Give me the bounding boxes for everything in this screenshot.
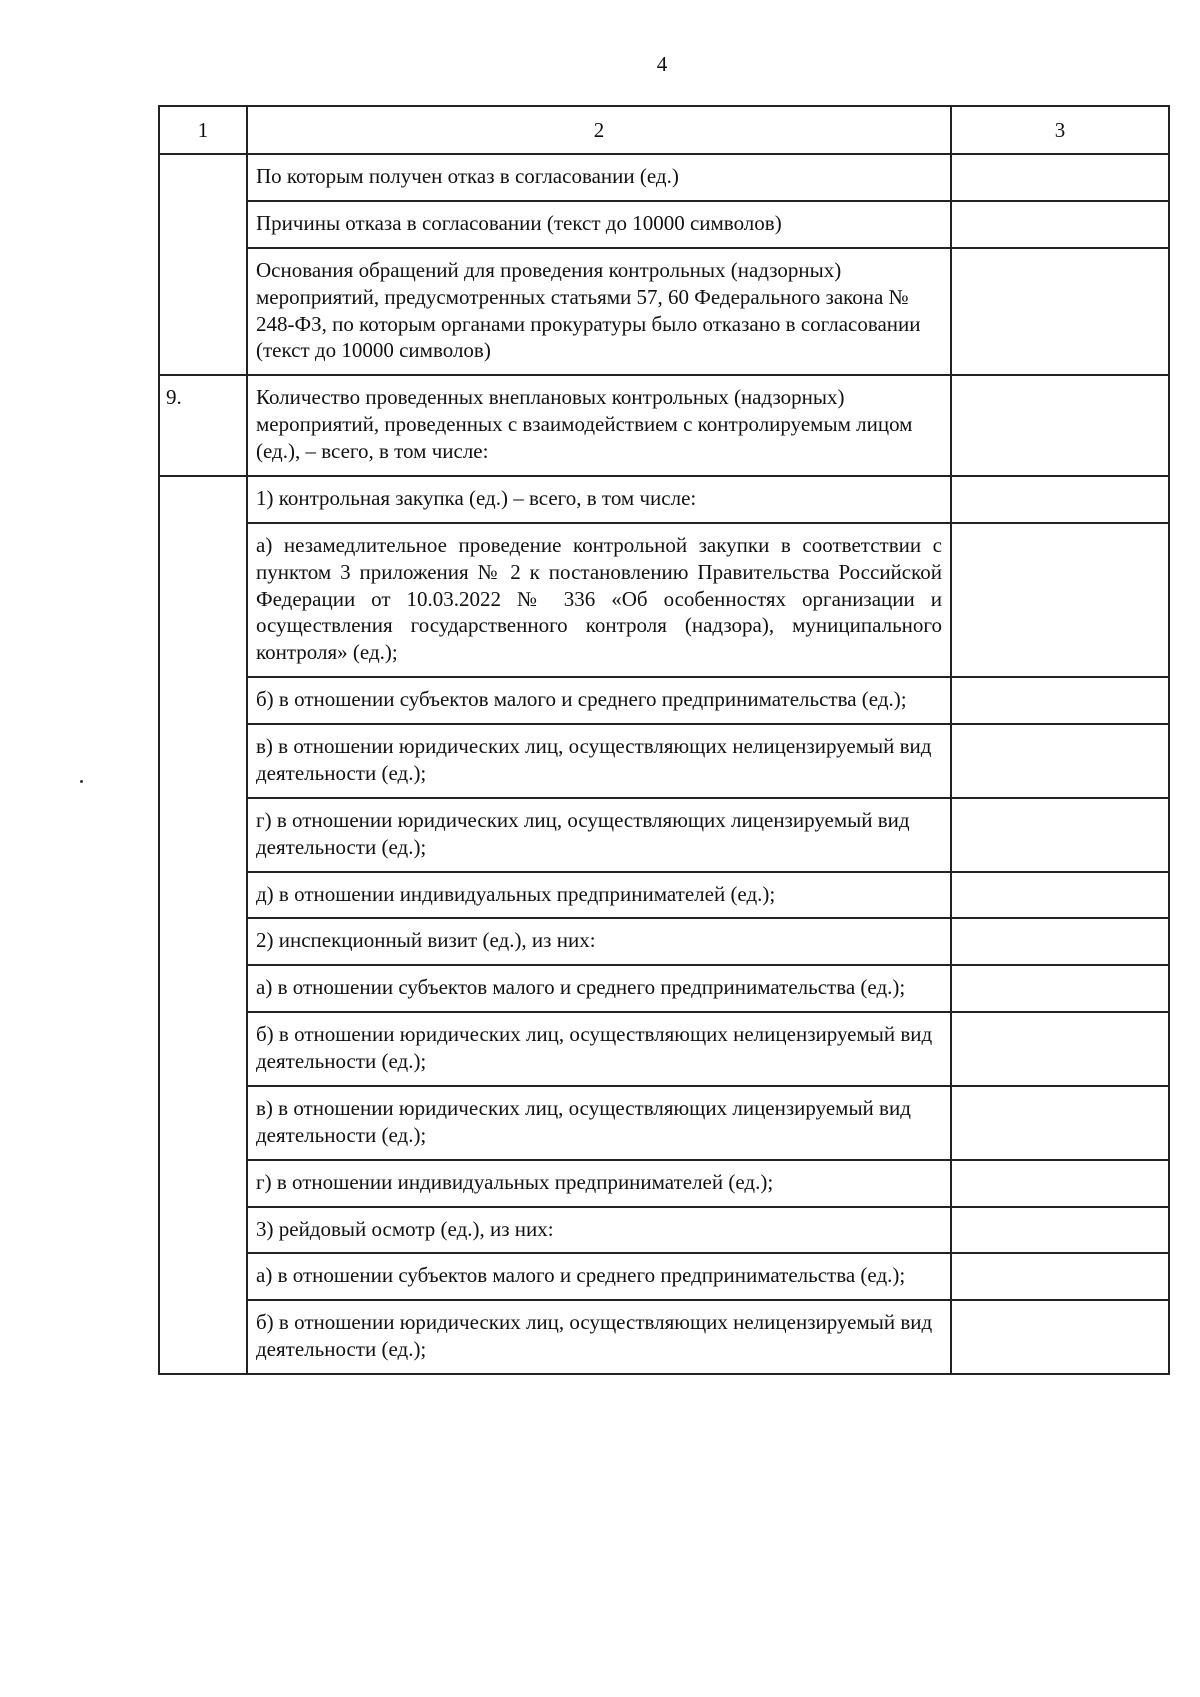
row-value <box>951 1300 1169 1374</box>
row-text: д) в отношении индивидуальных предпринимателей (ед.); <box>247 872 951 919</box>
report-form-table <box>158 105 1170 1375</box>
table-row <box>159 375 1169 476</box>
table-row <box>159 677 1169 724</box>
row-text: Количество проведенных внеплановых контрольных (надзорных) мероприятий, проведенных с взаимодействием с контролируемым лицом (ед.), – всего, в том числе: <box>247 375 951 476</box>
row-text: 3) рейдовый осмотр (ед.), из них: <box>247 1207 951 1254</box>
row-text: а) в отношении субъектов малого и среднего предпринимательства (ед.); <box>247 965 951 1012</box>
row-value <box>951 1086 1169 1160</box>
row-value <box>951 1253 1169 1300</box>
row-value <box>951 798 1169 872</box>
table-row <box>159 1160 1169 1207</box>
row-text: Причины отказа в согласовании (текст до 10000 символов) <box>247 201 951 248</box>
row-value <box>951 724 1169 798</box>
row-value <box>951 248 1169 376</box>
row-number <box>159 476 247 1374</box>
row-text: в) в отношении юридических лиц, осуществляющих нелицензируемый вид деятельности (ед.); <box>247 724 951 798</box>
header-col-1: 1 <box>159 106 247 154</box>
table-row <box>159 523 1169 677</box>
table-row <box>159 1012 1169 1086</box>
table-row <box>159 476 1169 523</box>
row-value <box>951 677 1169 724</box>
row-value <box>951 1012 1169 1086</box>
row-text: 2) инспекционный визит (ед.), из них: <box>247 918 951 965</box>
row-text: б) в отношении субъектов малого и среднего предпринимательства (ед.); <box>247 677 951 724</box>
row-value <box>951 476 1169 523</box>
row-value <box>951 918 1169 965</box>
table-row <box>159 798 1169 872</box>
row-value <box>951 1207 1169 1254</box>
header-col-3: 3 <box>951 106 1169 154</box>
row-value <box>951 1160 1169 1207</box>
table-header-row <box>159 106 1169 154</box>
table-row <box>159 965 1169 1012</box>
row-text: в) в отношении юридических лиц, осуществляющих лицензируемый вид деятельности (ед.); <box>247 1086 951 1160</box>
row-value <box>951 965 1169 1012</box>
row-text: г) в отношении юридических лиц, осуществляющих лицензируемый вид деятельности (ед.); <box>247 798 951 872</box>
row-text: б) в отношении юридических лиц, осуществляющих нелицензируемый вид деятельности (ед.); <box>247 1300 951 1374</box>
row-value <box>951 375 1169 476</box>
table-row <box>159 1253 1169 1300</box>
table-row <box>159 154 1169 201</box>
header-col-2: 2 <box>247 106 951 154</box>
row-value <box>951 872 1169 919</box>
table-row <box>159 918 1169 965</box>
table-row <box>159 1086 1169 1160</box>
page-number: 4 <box>656 52 668 76</box>
table-row <box>159 248 1169 376</box>
row-text: Основания обращений для проведения контрольных (надзорных) мероприятий, предусмотренных статьями 57, 60 Федерального закона № 248-ФЗ, по которым органами прокуратуры было отказано в согласовании (текст до 10000 символов) <box>247 248 951 376</box>
table-row <box>159 872 1169 919</box>
row-text: По которым получен отказ в согласовании (ед.) <box>247 154 951 201</box>
row-text: а) незамедлительное проведение контрольной закупки в соответствии с пунктом 3 приложения № 2 к постановлению Правительства Российской Федерации от 10.03.2022 № 336 «Об особенностях организации и осуществления государственного контроля (надзора), муниципального контроля» (ед.); <box>247 523 951 677</box>
row-text: г) в отношении индивидуальных предпринимателей (ед.); <box>247 1160 951 1207</box>
row-value <box>951 154 1169 201</box>
row-text: б) в отношении юридических лиц, осуществляющих нелицензируемый вид деятельности (ед.); <box>247 1012 951 1086</box>
row-number: 9. <box>159 375 247 476</box>
table-row <box>159 1207 1169 1254</box>
scan-speck <box>80 780 83 783</box>
row-text: 1) контрольная закупка (ед.) – всего, в том числе: <box>247 476 951 523</box>
row-number <box>159 154 247 375</box>
table-row <box>159 724 1169 798</box>
row-text: а) в отношении субъектов малого и среднего предпринимательства (ед.); <box>247 1253 951 1300</box>
table-row <box>159 1300 1169 1374</box>
row-value <box>951 523 1169 677</box>
row-value <box>951 201 1169 248</box>
table-row <box>159 201 1169 248</box>
